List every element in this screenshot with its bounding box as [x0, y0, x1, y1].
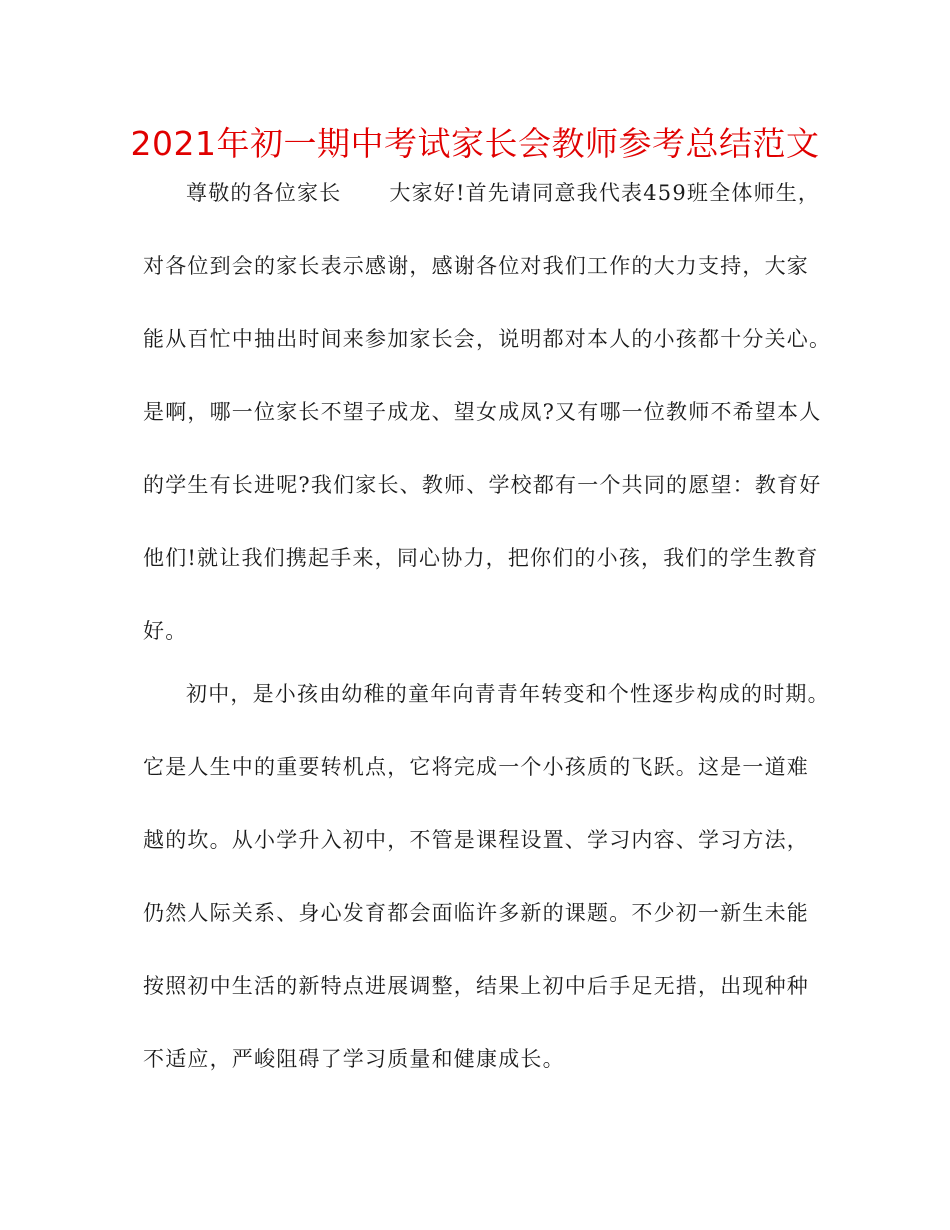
paragraph-1-line-7: 好。 — [143, 619, 188, 643]
paragraph-1-line-2: 对各位到会的家长表示感谢，感谢各位对我们工作的大力支持，大家 — [143, 254, 809, 278]
paragraph-2-line-1: 初中，是小孩由幼稚的童年向青青年转变和个性逐步构成的时期。 — [186, 682, 830, 706]
paragraph-2-line-4: 仍然人际关系、身心发育都会面临许多新的课题。不少初一新生未能 — [143, 901, 809, 925]
paragraph-1-line-4: 是啊，哪一位家长不望子成龙、望女成凤?又有哪一位教师不希望本人 — [143, 400, 822, 424]
document-title: 2021年初一期中考试家长会教师参考总结范文 — [130, 124, 820, 163]
paragraph-1-line-6: 他们!就让我们携起手来，同心协力，把你们的小孩，我们的学生教育 — [143, 546, 819, 570]
paragraph-1-line-1 — [186, 178, 856, 208]
paragraph-1-line-5: 的学生有长进呢?我们家长、教师、学校都有一个共同的愿望：教育好 — [143, 473, 822, 497]
paragraph-1-line-3: 能从百忙中抽出时间来参加家长会，说明都对本人的小孩都十分关心。 — [143, 327, 832, 351]
paragraph-2-line-2: 它是人生中的重要转机点，它将完成一个小孩质的飞跃。这是一道难 — [143, 755, 809, 779]
greeting-text: 大家好!首先请同意我代表459班全体师生， — [389, 181, 821, 205]
paragraph-2-line-5: 按照初中生活的新特点进展调整，结果上初中后手足无措，出现种种 — [143, 974, 809, 998]
salutation: 尊敬的各位家长 — [186, 181, 342, 205]
paragraph-2-line-6: 不适应，严峻阻碍了学习质量和健康成长。 — [143, 1047, 565, 1071]
paragraph-2-line-3: 越的坎。从小学升入初中，不管是课程设置、学习内容、学习方法， — [143, 828, 809, 852]
